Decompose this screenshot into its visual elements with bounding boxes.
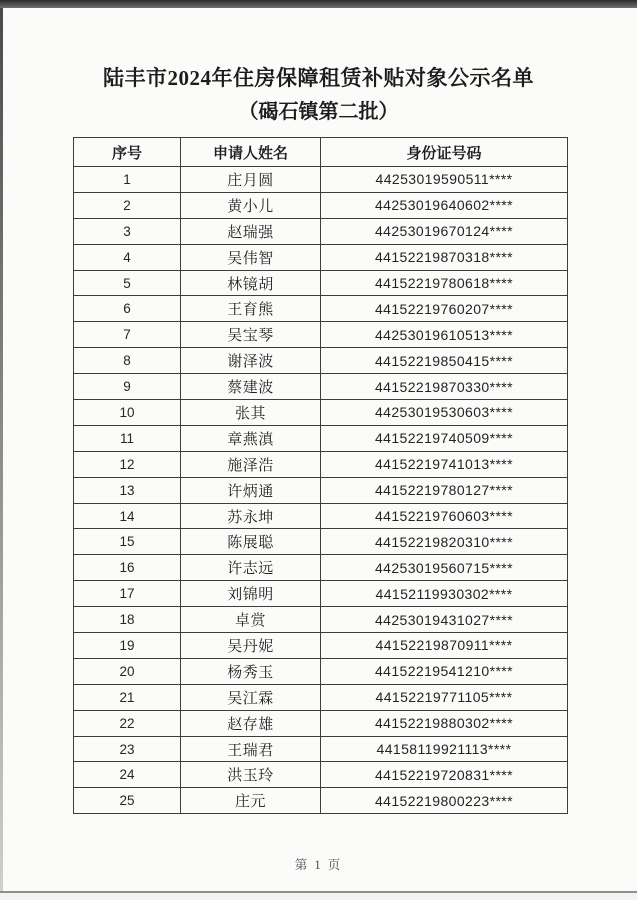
table-row <box>74 322 568 348</box>
cell-id-number: 44158119921113**** <box>321 736 568 762</box>
cell-serial: 22 <box>74 710 181 736</box>
cell-serial: 18 <box>74 607 181 633</box>
cell-applicant-name: 洪玉玲 <box>181 762 321 788</box>
page-title-line1: 陆丰市2024年住房保障租赁补贴对象公示名单 <box>103 66 534 90</box>
table-row <box>74 218 568 244</box>
header-cell-serial: 序号 <box>74 138 181 167</box>
cell-serial: 21 <box>74 684 181 710</box>
table-row <box>74 425 568 451</box>
cell-id-number: 44253019640602**** <box>321 192 568 218</box>
cell-serial: 19 <box>74 633 181 659</box>
applicants-table <box>73 137 568 814</box>
cell-applicant-name: 吴宝琴 <box>181 322 321 348</box>
table-body <box>74 167 568 814</box>
table-row <box>74 762 568 788</box>
cell-serial: 7 <box>74 322 181 348</box>
table-row <box>74 529 568 555</box>
cell-serial: 2 <box>74 192 181 218</box>
cell-applicant-name: 章燕滇 <box>181 425 321 451</box>
cell-applicant-name: 刘锦明 <box>181 581 321 607</box>
cell-id-number: 44152219870330**** <box>321 374 568 400</box>
table-row <box>74 167 568 193</box>
cell-applicant-name: 黄小儿 <box>181 192 321 218</box>
cell-id-number: 44253019610513**** <box>321 322 568 348</box>
cell-applicant-name: 吴伟智 <box>181 244 321 270</box>
cell-applicant-name: 赵存雄 <box>181 710 321 736</box>
cell-id-number: 44152219720831**** <box>321 762 568 788</box>
table-row <box>74 244 568 270</box>
cell-id-number: 44152219541210**** <box>321 658 568 684</box>
cell-applicant-name: 许炳通 <box>181 477 321 503</box>
header-cell-id: 身份证号码 <box>321 138 568 167</box>
cell-applicant-name: 王育熊 <box>181 296 321 322</box>
table-row <box>74 296 568 322</box>
cell-applicant-name: 林镜胡 <box>181 270 321 296</box>
cell-id-number: 44152219780618**** <box>321 270 568 296</box>
cell-applicant-name: 卓赏 <box>181 607 321 633</box>
table-row <box>74 477 568 503</box>
cell-id-number: 44253019431027**** <box>321 607 568 633</box>
cell-applicant-name: 许志远 <box>181 555 321 581</box>
cell-id-number: 44152219780127**** <box>321 477 568 503</box>
cell-serial: 20 <box>74 658 181 684</box>
cell-serial: 9 <box>74 374 181 400</box>
cell-id-number: 44152219760207**** <box>321 296 568 322</box>
page-title-line2: （碣石镇第二批） <box>238 101 399 123</box>
cell-id-number: 44152219760603**** <box>321 503 568 529</box>
cell-applicant-name: 蔡建波 <box>181 374 321 400</box>
cell-serial: 13 <box>74 477 181 503</box>
cell-applicant-name: 吴丹妮 <box>181 633 321 659</box>
cell-id-number: 44152219850415**** <box>321 348 568 374</box>
cell-serial: 3 <box>74 218 181 244</box>
cell-serial: 25 <box>74 788 181 814</box>
cell-serial: 12 <box>74 451 181 477</box>
cell-applicant-name: 赵瑞强 <box>181 218 321 244</box>
header-cell-name: 申请人姓名 <box>181 138 321 167</box>
cell-id-number: 44152219771105**** <box>321 684 568 710</box>
table-row <box>74 788 568 814</box>
scan-edge-left <box>0 8 3 892</box>
cell-id-number: 44152119930302**** <box>321 581 568 607</box>
cell-id-number: 44253019590511**** <box>321 167 568 193</box>
cell-serial: 15 <box>74 529 181 555</box>
cell-serial: 6 <box>74 296 181 322</box>
cell-applicant-name: 杨秀玉 <box>181 658 321 684</box>
table-row <box>74 348 568 374</box>
cell-id-number: 44253019560715**** <box>321 555 568 581</box>
cell-applicant-name: 谢泽波 <box>181 348 321 374</box>
cell-id-number: 44152219880302**** <box>321 710 568 736</box>
table-row <box>74 555 568 581</box>
scan-edge-top <box>0 0 637 8</box>
cell-applicant-name: 吴江霖 <box>181 684 321 710</box>
table-row <box>74 451 568 477</box>
cell-serial: 5 <box>74 270 181 296</box>
table-row <box>74 581 568 607</box>
cell-serial: 1 <box>74 167 181 193</box>
cell-applicant-name: 庄月圆 <box>181 167 321 193</box>
table-row <box>74 607 568 633</box>
table-row <box>74 736 568 762</box>
table-row <box>74 710 568 736</box>
cell-applicant-name: 庄元 <box>181 788 321 814</box>
table-row <box>74 270 568 296</box>
scan-edge-bottom-fade <box>0 893 637 900</box>
cell-id-number: 44152219740509**** <box>321 425 568 451</box>
cell-id-number: 44152219741013**** <box>321 451 568 477</box>
table-header-row <box>74 138 568 167</box>
cell-id-number: 44152219800223**** <box>321 788 568 814</box>
cell-applicant-name: 张其 <box>181 400 321 426</box>
cell-applicant-name: 王瑞君 <box>181 736 321 762</box>
cell-serial: 11 <box>74 425 181 451</box>
cell-serial: 23 <box>74 736 181 762</box>
cell-serial: 4 <box>74 244 181 270</box>
cell-id-number: 44152219870318**** <box>321 244 568 270</box>
cell-id-number: 44152219870911**** <box>321 633 568 659</box>
cell-applicant-name: 施泽浩 <box>181 451 321 477</box>
table-row <box>74 374 568 400</box>
cell-serial: 10 <box>74 400 181 426</box>
cell-id-number: 44253019670124**** <box>321 218 568 244</box>
cell-applicant-name: 苏永坤 <box>181 503 321 529</box>
cell-applicant-name: 陈展聪 <box>181 529 321 555</box>
cell-serial: 16 <box>74 555 181 581</box>
table-row <box>74 658 568 684</box>
cell-id-number: 44152219820310**** <box>321 529 568 555</box>
table-row <box>74 503 568 529</box>
table-row <box>74 400 568 426</box>
cell-serial: 8 <box>74 348 181 374</box>
cell-id-number: 44253019530603**** <box>321 400 568 426</box>
table-row <box>74 684 568 710</box>
cell-serial: 14 <box>74 503 181 529</box>
table-row <box>74 633 568 659</box>
cell-serial: 17 <box>74 581 181 607</box>
cell-serial: 24 <box>74 762 181 788</box>
table-row <box>74 192 568 218</box>
page-footer: 第 1 页 <box>294 858 343 872</box>
